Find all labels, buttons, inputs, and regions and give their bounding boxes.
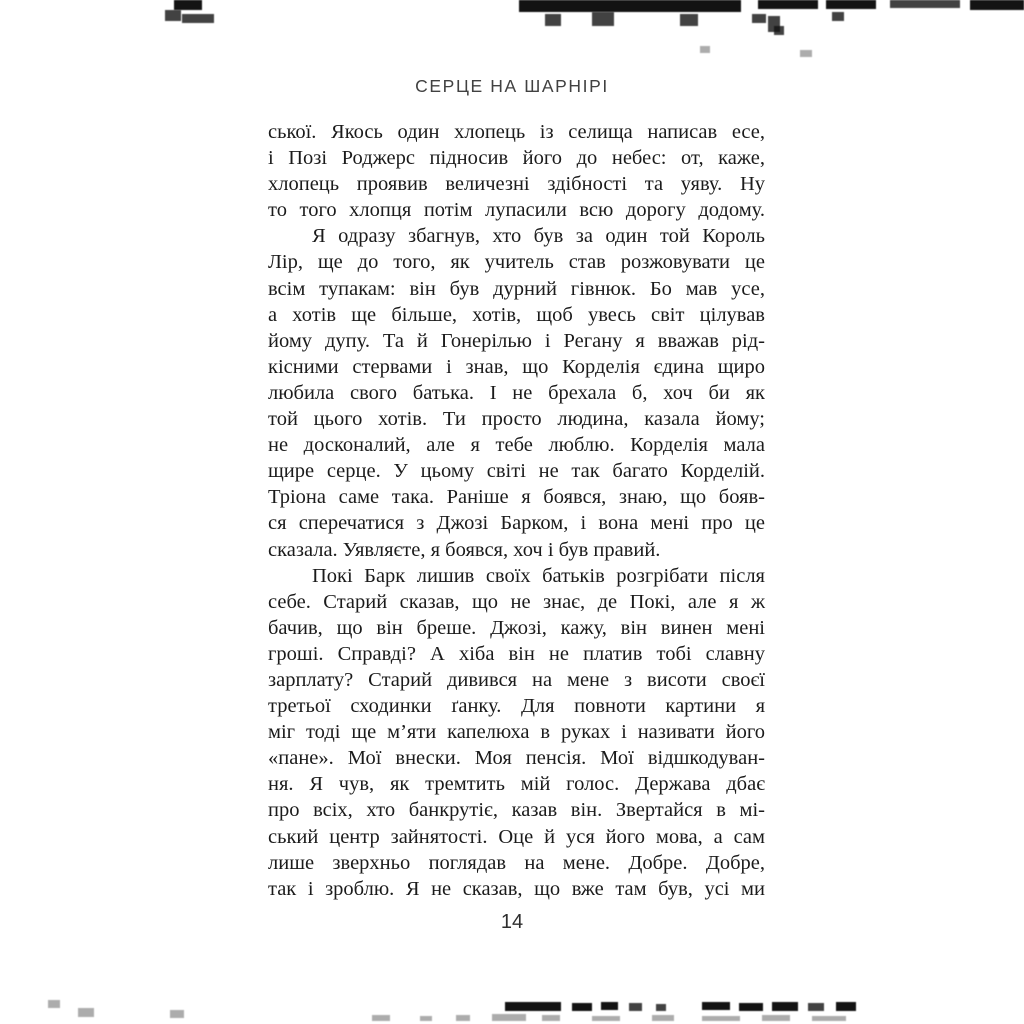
scan-noise-mark bbox=[629, 1003, 642, 1011]
scan-noise-mark bbox=[700, 46, 710, 53]
scan-noise-mark bbox=[826, 0, 876, 9]
scan-noise-mark bbox=[800, 50, 812, 57]
text-line: гроші. Справді? А хіба він не платив тобі славну bbox=[268, 642, 765, 665]
scan-noise-mark bbox=[170, 1010, 184, 1018]
text-line: то того хлопця потім лупасили всю дорогу додому. bbox=[268, 199, 765, 222]
scan-noise-mark bbox=[836, 1002, 856, 1011]
scan-noise-mark bbox=[519, 0, 741, 12]
text-line: Лір, ще до того, як учитель став розжовувати це bbox=[268, 251, 765, 274]
body-text bbox=[268, 119, 765, 902]
scan-noise-mark bbox=[601, 1002, 618, 1010]
scan-noise-mark bbox=[970, 0, 1024, 10]
scan-noise-mark bbox=[739, 1003, 763, 1011]
scan-noise-mark bbox=[542, 1015, 560, 1021]
scan-noise-mark bbox=[165, 10, 181, 21]
scan-noise-mark bbox=[505, 1002, 561, 1011]
scan-noise-mark bbox=[78, 1008, 94, 1017]
scan-noise-mark bbox=[774, 26, 784, 35]
scan-noise-mark bbox=[372, 1015, 390, 1021]
scan-noise-mark bbox=[174, 0, 202, 10]
text-line: Тріона саме така. Раніше я боявся, знаю, що бояв- bbox=[268, 486, 765, 509]
scan-noise-mark bbox=[182, 14, 214, 23]
running-header: СЕРЦЕ НА ШАРНІРІ bbox=[415, 76, 609, 96]
scan-noise-mark bbox=[772, 1002, 798, 1011]
scan-noise-mark bbox=[702, 1016, 740, 1021]
page-number: 14 bbox=[500, 911, 524, 933]
text-line: любила свого батька. І не брехала б, хоч би як bbox=[268, 381, 765, 404]
text-line: не досконалий, але я тебе люблю. Корделія мала bbox=[268, 434, 765, 457]
scan-noise-mark bbox=[890, 0, 960, 8]
text-line: про всіх, хто банкрутіє, казав він. Звертайся в мі- bbox=[268, 799, 765, 822]
text-line: всім тупакам: він був дурний гівнюк. Бо мав усе, bbox=[268, 277, 765, 300]
text-line: кісними стервами і знав, що Корделія єдина щиро bbox=[268, 355, 765, 378]
scan-noise-mark bbox=[752, 14, 766, 23]
scan-noise-mark bbox=[592, 12, 614, 26]
scan-noise-mark bbox=[762, 1015, 790, 1021]
text-line: «пане». Мої внески. Моя пенсія. Мої відшкодуван- bbox=[268, 747, 765, 770]
scan-noise-mark bbox=[592, 1016, 620, 1021]
text-line: ської. Якось один хлопець із селища написав есе, bbox=[268, 121, 765, 143]
text-line: йому дупу. Та й Гонерілью і Регану я вважав рід- bbox=[268, 329, 765, 352]
text-line: лише зверхньо поглядав на мене. Добре. Добре, bbox=[268, 851, 765, 874]
text-line: і Позі Роджерс підносив його до небес: от, каже, bbox=[268, 147, 765, 170]
scan-noise-mark bbox=[832, 12, 844, 21]
text-line: бачив, що він бреше. Джозі, кажу, він винен мені bbox=[268, 616, 765, 639]
text-line: ся сперечатися з Джозі Барком, і вона мені про це bbox=[268, 512, 765, 535]
scan-noise-mark bbox=[808, 1003, 824, 1011]
text-line: хлопець проявив величезні здібності та уяву. Ну bbox=[268, 173, 765, 196]
scan-noise-mark bbox=[456, 1015, 470, 1021]
scan-noise-mark bbox=[572, 1003, 592, 1011]
text-line: себе. Старий сказав, що не знає, де Покі, але я ж bbox=[268, 590, 765, 613]
text-line: ський центр зайнятості. Оце й уся його мова, а сам bbox=[268, 825, 765, 848]
text-line: ня. Я чув, як тремтить мій голос. Держава дбає bbox=[268, 773, 765, 796]
scan-noise-mark bbox=[702, 1002, 730, 1010]
text-line: так і зроблю. Я не сказав, що вже там був, усі ми bbox=[268, 877, 765, 900]
text-line: а хотів ще більше, хотів, щоб увесь світ цілував bbox=[268, 303, 765, 326]
scan-noise-mark bbox=[48, 1000, 60, 1008]
text-line: третьої сходинки ґанку. Для повноти картини я bbox=[268, 695, 765, 718]
text-line: сказала. Уявляєте, я боявся, хоч і був правий. bbox=[268, 538, 661, 561]
scan-noise-mark bbox=[420, 1016, 432, 1021]
scan-noise-mark bbox=[680, 14, 698, 26]
scan-noise-mark bbox=[545, 14, 561, 26]
text-line: зарплату? Старий дивився на мене з висоти своєї bbox=[268, 668, 765, 691]
text-line: той цього хотів. Ти просто людина, казала йому; bbox=[268, 408, 765, 431]
text-line: Я одразу збагнув, хто був за один той Король bbox=[312, 225, 765, 248]
scan-noise-mark bbox=[492, 1014, 526, 1021]
scan-noise-mark bbox=[652, 1015, 674, 1021]
scan-noise-mark bbox=[758, 0, 818, 9]
text-line: щире серце. У цьому світі не так багато Корделій. bbox=[268, 460, 765, 483]
text-line: Покі Барк лишив своїх батьків розгрібати після bbox=[312, 564, 765, 587]
scan-noise-mark bbox=[656, 1004, 666, 1011]
text-line: міг тоді ще м’яти капелюха в руках і називати його bbox=[268, 721, 765, 744]
scan-noise-mark bbox=[812, 1016, 846, 1021]
